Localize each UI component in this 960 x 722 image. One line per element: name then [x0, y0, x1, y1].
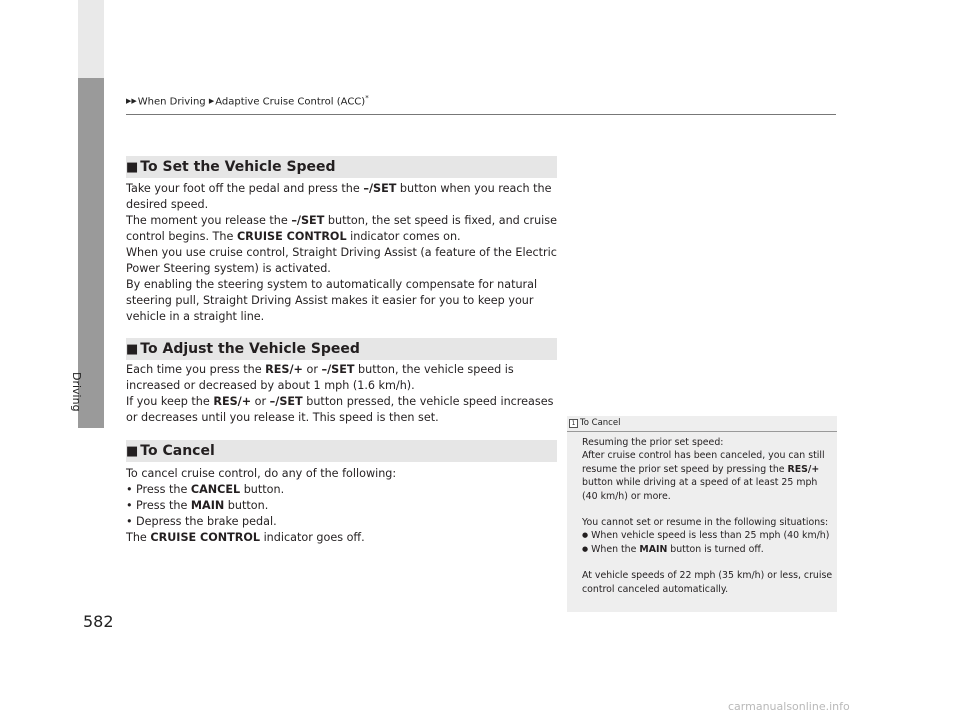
text: Each time you press the	[126, 363, 266, 376]
list-item	[126, 482, 562, 498]
side-note-title	[569, 418, 620, 428]
note-line: At vehicle speeds of 22 mph (35 km/h) or less, cruise control canceled automatically.	[582, 570, 833, 595]
side-note-title-text: To Cancel	[580, 418, 621, 428]
heading-cancel	[126, 440, 557, 462]
text: Press the	[136, 499, 191, 512]
text: button, the vehicle speed is increased or decreased by about 1 mph (1.6 km/h).	[126, 363, 514, 392]
square-bullet-icon: ■	[126, 342, 139, 357]
text: button pressed, the vehicle speed increases or decreases until you release it. This speed is then set.	[126, 395, 554, 424]
paragraph: To cancel cruise control, do any of the following:	[126, 467, 397, 480]
page-number: 582	[83, 612, 114, 631]
button-name: –/SET	[291, 214, 325, 227]
button-name: –/SET	[269, 395, 303, 408]
text: indicator goes off.	[260, 531, 365, 544]
breadcrumb-marker: *	[365, 94, 369, 102]
side-tab-top	[78, 0, 104, 78]
square-bullet-icon: ■	[126, 444, 139, 459]
text: Take your foot off the pedal and press the	[126, 182, 364, 195]
text: or	[302, 363, 322, 376]
paragraph	[126, 362, 562, 394]
text: indicator comes on.	[346, 230, 461, 243]
breadcrumb-parent[interactable]: When Driving	[137, 96, 206, 108]
text: After cruise control has been canceled, you can still resume the prior set speed by pressing the	[582, 450, 825, 475]
text: The moment you release the	[126, 214, 292, 227]
text: button.	[240, 483, 285, 496]
list-item	[126, 498, 562, 514]
button-name: MAIN	[190, 499, 225, 512]
button-name: RES/+	[265, 363, 303, 376]
indicator-name: CRUISE CONTROL	[236, 230, 347, 243]
note-line	[582, 449, 834, 503]
paragraph	[126, 530, 562, 546]
text: button is turned off.	[667, 543, 764, 555]
breadcrumb	[126, 94, 369, 107]
heading-set-speed-text: To Set the Vehicle Speed	[140, 159, 336, 175]
breadcrumb-arrow-icon: ▶▶	[126, 97, 137, 106]
text: button, the set speed is fixed, and cruise control begins. The	[126, 214, 557, 243]
button-name: RES/+	[787, 463, 820, 475]
text: button while driving at a speed of at least 25 mph (40 km/h) or more.	[582, 477, 818, 502]
paragraph: When you use cruise control, Straight Driving Assist (a feature of the Electric Power Steering system) is activated.	[126, 246, 557, 275]
text: When the	[591, 543, 640, 555]
text: button.	[224, 499, 269, 512]
heading-adjust-speed	[126, 338, 557, 360]
section-side-label: Driving	[70, 372, 83, 412]
paragraph	[126, 181, 562, 213]
text: The	[126, 531, 151, 544]
adjust-speed-body	[126, 362, 562, 426]
breadcrumb-arrow-icon: ▶	[208, 97, 215, 106]
heading-adjust-speed-text: To Adjust the Vehicle Speed	[140, 341, 360, 357]
note-bullet: ● When vehicle speed is less than 25 mph (40 km/h)	[582, 529, 834, 542]
note-icon: 1	[569, 419, 578, 428]
square-bullet-icon: ■	[126, 160, 139, 175]
header-rule	[126, 114, 836, 115]
note-line: Resuming the prior set speed:	[582, 437, 724, 448]
paragraph: By enabling the steering system to automatically compensate for natural steering pull, Straight Driving Assist makes it easier for you to keep your vehicle in a straight line.	[126, 278, 538, 323]
heading-set-speed	[126, 156, 557, 178]
watermark: carmanualsonline.info	[728, 700, 850, 713]
button-name: CANCEL	[190, 483, 241, 496]
cancel-body	[126, 466, 562, 546]
heading-cancel-text: To Cancel	[140, 443, 215, 459]
button-name: –/SET	[363, 182, 397, 195]
text: button when you reach the desired speed.	[126, 182, 552, 211]
list-item: • Depress the brake pedal.	[126, 514, 562, 530]
paragraph	[126, 213, 562, 245]
set-speed-body	[126, 181, 562, 325]
button-name: MAIN	[639, 543, 668, 555]
side-note-rule	[567, 431, 837, 432]
button-name: RES/+	[213, 395, 252, 408]
side-note-body	[582, 436, 834, 596]
breadcrumb-current: Adaptive Cruise Control (ACC)	[215, 96, 366, 108]
text: If you keep the	[126, 395, 214, 408]
note-line: You cannot set or resume in the following situations:	[582, 517, 829, 529]
note-bullet	[582, 543, 834, 556]
indicator-name: CRUISE CONTROL	[150, 531, 261, 544]
button-name: –/SET	[321, 363, 355, 376]
text: or	[251, 395, 270, 408]
paragraph	[126, 394, 562, 426]
text: Press the	[136, 483, 191, 496]
